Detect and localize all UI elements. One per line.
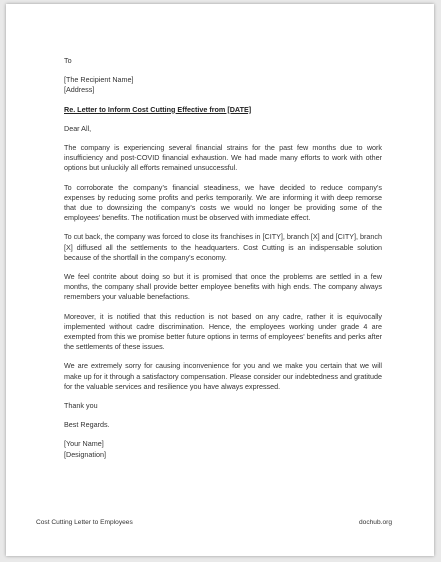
paragraph-6: We are extremely sorry for causing inconvenience for you and we make you certain that we will make up for it through a satisfactory compensation. Please consider our indebtedness and gratitude for the valuable services and resilience you have always expressed.: [64, 361, 382, 391]
sender-name: [Your Name]: [64, 439, 104, 449]
salutation: Dear All,: [64, 123, 92, 133]
footer-site: dochub.org: [359, 519, 392, 526]
paragraph-1: The company is experiencing several financial strains for the past few months due to work insufficiency and post-COVID financial exhaustion. We had made many efforts to work with other options but unluckily all efforts remained unsuccessful.: [64, 143, 382, 173]
recipient-name: [The Recipient Name]: [64, 75, 134, 85]
page-footer: [36, 519, 392, 526]
signature-block: [64, 439, 382, 459]
paragraph-5: Moreover, it is notified that this reduction is not based on any cadre, rather it is equivocally implemented without cadre discrimination. Hence, the employees working under grade 4 are exempted from this we promise better future options in terms of employees’ benefits and perks after the settlements of these issues.: [64, 311, 382, 352]
recipient-address: [Address]: [64, 85, 95, 95]
paragraph-3: To cut back, the company was forced to close its franchises in [CITY], branch [X] and [CITY], branch [X] diffused all the settlements to the headquarters. Cost Cutting is an indispensable solution because of the shortfall in the company’s economy.: [64, 232, 382, 262]
recipient-block: [64, 56, 382, 66]
closing-line: Best Regards.: [64, 420, 110, 430]
paragraph-4: We feel contrite about doing so but it is promised that once the problems are settled in a few months, the company shall provide better employee benefits with high ends. The company always remembers your valuable benefactions.: [64, 272, 382, 302]
thanks-line: Thank you: [64, 401, 98, 411]
to-label: To: [64, 56, 72, 65]
address-block: [64, 75, 382, 95]
sender-designation: [Designation]: [64, 449, 106, 459]
letter-body: [64, 56, 382, 469]
subject-line: Re. Letter to Inform Cost Cutting Effective from [DATE]: [64, 104, 252, 114]
paragraph-2: To corroborate the company’s financial steadiness, we have decided to reduce company’s expenses by reducing some profits and perks temporarily. We are informing it with deep remorse that due to downsizing the company’s costs we would no longer be providing some of the employees’ benefits. The notification must be observed with immediate effect.: [64, 182, 382, 223]
document-page: [6, 4, 434, 556]
footer-title: Cost Cutting Letter to Employees: [36, 519, 133, 526]
